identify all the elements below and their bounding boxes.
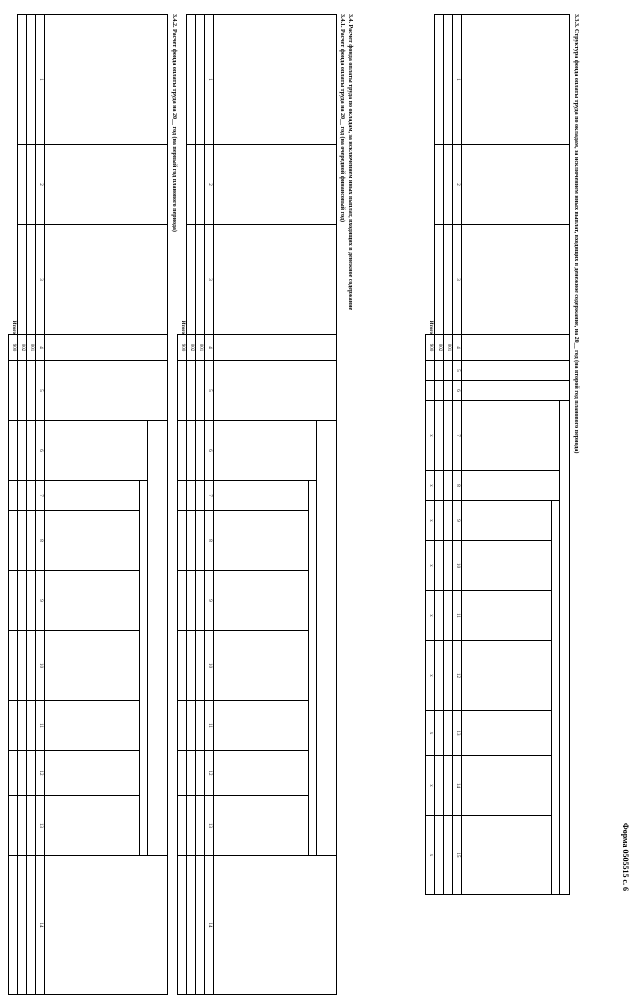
col-num: 10 — [36, 631, 45, 701]
table-cell — [9, 511, 18, 571]
header-cell — [45, 631, 140, 701]
table-cell — [196, 361, 205, 421]
table-cell — [9, 631, 18, 701]
table-cell — [435, 641, 444, 711]
table-cell — [435, 711, 444, 756]
table-cell — [196, 511, 205, 571]
table-cell — [187, 631, 196, 701]
table-cell — [27, 631, 36, 701]
row-code: 001 — [444, 335, 453, 361]
table-cell — [444, 591, 453, 641]
header-cell-subgroup — [309, 481, 317, 856]
header-cell-group — [317, 421, 337, 856]
col-num: 1 — [205, 15, 214, 145]
table-cell — [178, 701, 187, 751]
header-cell — [45, 145, 168, 225]
table-cell — [444, 401, 453, 471]
col-num: 14 — [36, 856, 45, 995]
table-cell — [444, 225, 453, 335]
table-cell — [27, 511, 36, 571]
column-number-row — [36, 15, 45, 995]
table-cell — [18, 145, 27, 225]
header-cell — [462, 591, 552, 641]
table-cell — [187, 15, 196, 145]
col-num: 6 — [205, 421, 214, 481]
header-cell — [214, 856, 337, 995]
table-cell — [196, 571, 205, 631]
table-cell — [9, 701, 18, 751]
table-cell — [435, 145, 444, 225]
table-cell — [27, 145, 36, 225]
total-row — [426, 15, 435, 895]
col-num: 13 — [453, 711, 462, 756]
table-cell — [435, 361, 444, 381]
table-cell — [178, 511, 187, 571]
col-num: 14 — [205, 856, 214, 995]
table-row — [444, 15, 453, 895]
header-cell-subgroup — [140, 481, 148, 856]
col-num: 10 — [453, 541, 462, 591]
col-num: 11 — [453, 591, 462, 641]
total-row — [9, 15, 18, 995]
header-cell — [214, 751, 309, 796]
table-cell — [444, 471, 453, 501]
table-cell — [435, 541, 444, 591]
table-cell — [27, 571, 36, 631]
table-cell — [435, 225, 444, 335]
table-row — [18, 15, 27, 995]
table-cell — [196, 701, 205, 751]
total-label: Итого — [9, 15, 18, 335]
header-cell — [214, 631, 309, 701]
table-cell — [178, 751, 187, 796]
x-mark: x — [426, 816, 435, 895]
header-cell — [462, 471, 560, 501]
header-cell — [462, 756, 552, 816]
table-cell — [444, 641, 453, 711]
table-cell — [444, 381, 453, 401]
header-cell — [462, 401, 560, 471]
table-cell — [27, 481, 36, 511]
col-num: 7 — [36, 481, 45, 511]
header-cell — [214, 571, 309, 631]
row-code: 001 — [196, 335, 205, 361]
x-mark: x — [426, 501, 435, 541]
col-num: 3 — [205, 225, 214, 335]
table-cell — [444, 756, 453, 816]
table-cell — [426, 381, 435, 401]
table-row — [187, 15, 196, 995]
col-num: 11 — [205, 701, 214, 751]
x-mark: x — [426, 756, 435, 816]
col-num: 6 — [36, 421, 45, 481]
table-cell — [444, 15, 453, 145]
x-mark: x — [426, 541, 435, 591]
header-cell — [462, 145, 570, 225]
total-label: Итого — [426, 15, 435, 335]
col-num: 8 — [453, 471, 462, 501]
table-cell — [178, 421, 187, 481]
table-cell — [18, 856, 27, 995]
row-code: 002 — [187, 335, 196, 361]
table-cell — [444, 145, 453, 225]
table-cell — [178, 856, 187, 995]
table-cell — [18, 225, 27, 335]
header-cell — [45, 751, 140, 796]
x-mark: x — [426, 471, 435, 501]
col-num: 5 — [205, 361, 214, 421]
header-cell — [214, 701, 309, 751]
col-num: 12 — [36, 751, 45, 796]
header-cell — [45, 15, 168, 145]
table-cell — [196, 421, 205, 481]
header-cell — [462, 641, 552, 711]
col-num: 11 — [36, 701, 45, 751]
col-num: 14 — [453, 756, 462, 816]
table-cell — [27, 796, 36, 856]
section-heading-3-4-2: 3.4.2. Расчет фонда оплаты труда на 20__ год (на первый год планового периода) — [171, 14, 177, 232]
x-mark: x — [426, 711, 435, 756]
header-cell — [214, 361, 337, 421]
table-cell — [187, 421, 196, 481]
table-cell — [187, 796, 196, 856]
form-label: Форма 0505515 с. 6 — [621, 822, 630, 891]
col-num: 5 — [36, 361, 45, 421]
header-cell — [462, 335, 570, 361]
col-num: 7 — [453, 401, 462, 471]
table-structure — [425, 14, 570, 895]
header-cell — [462, 816, 552, 895]
table-cell — [9, 856, 18, 995]
table-cell — [187, 225, 196, 335]
col-num: 8 — [205, 511, 214, 571]
total-code: 900 — [178, 335, 187, 361]
header-cell — [214, 15, 337, 145]
header-cell — [214, 511, 309, 571]
col-num: 12 — [453, 641, 462, 711]
col-num: 2 — [205, 145, 214, 225]
table-cell — [178, 631, 187, 701]
header-cell — [214, 225, 337, 335]
table-cell — [27, 15, 36, 145]
table-cell — [27, 421, 36, 481]
table-cell — [196, 145, 205, 225]
col-num: 3 — [36, 225, 45, 335]
header-cell-group — [148, 421, 168, 856]
header-cell — [45, 225, 168, 335]
row-code: 002 — [435, 335, 444, 361]
table-cell — [27, 361, 36, 421]
table-cell — [27, 701, 36, 751]
col-num: 13 — [205, 796, 214, 856]
table-payroll-year1 — [177, 14, 337, 995]
table-cell — [435, 15, 444, 145]
table-cell — [444, 816, 453, 895]
table-cell — [435, 591, 444, 641]
table-cell — [9, 421, 18, 481]
table-cell — [18, 511, 27, 571]
table-cell — [196, 631, 205, 701]
section-heading-3-4-1: 3.4.1. Расчет фонда оплаты труда на 20__ год (на очередной финансовый год) — [339, 14, 345, 223]
col-num: 8 — [36, 511, 45, 571]
header-cell — [462, 501, 552, 541]
table-cell — [426, 361, 435, 381]
col-num: 4 — [205, 335, 214, 361]
total-row — [178, 15, 187, 995]
table-row — [435, 15, 444, 895]
table-cell — [196, 225, 205, 335]
table-cell — [444, 501, 453, 541]
table-cell — [187, 856, 196, 995]
header-cell — [462, 381, 570, 401]
x-mark: x — [426, 591, 435, 641]
header-cell — [462, 361, 570, 381]
table-cell — [9, 796, 18, 856]
table-cell — [9, 481, 18, 511]
table-cell — [9, 751, 18, 796]
column-number-row — [453, 15, 462, 895]
header-cell — [462, 15, 570, 145]
table-cell — [9, 361, 18, 421]
col-num: 13 — [36, 796, 45, 856]
table-cell — [435, 501, 444, 541]
col-num: 5 — [453, 361, 462, 381]
row-code: 001 — [27, 335, 36, 361]
table-row — [196, 15, 205, 995]
header-cell — [45, 796, 140, 856]
header-cell — [462, 225, 570, 335]
table-cell — [196, 796, 205, 856]
table-cell — [18, 571, 27, 631]
header-cell-subgroup — [552, 501, 560, 895]
col-num: 12 — [205, 751, 214, 796]
header-cell — [214, 481, 309, 511]
header-cell — [214, 796, 309, 856]
header-cell — [45, 361, 168, 421]
header-cell — [45, 481, 140, 511]
header-cell — [45, 335, 168, 361]
table-cell — [27, 751, 36, 796]
header-cell — [45, 856, 168, 995]
table-cell — [196, 481, 205, 511]
header-cell — [45, 421, 148, 481]
header-cell — [45, 571, 140, 631]
section-heading-3-3-3: 3.3.3. Структура фонда оплаты труда по окладам, за исключением иных выплат, входящих в денежное содержание, на 20__ год (на второй год планового периода) — [573, 14, 579, 454]
table-cell — [18, 631, 27, 701]
table-cell — [444, 541, 453, 591]
table-row — [27, 15, 36, 995]
table-cell — [178, 481, 187, 511]
header-cell — [45, 511, 140, 571]
x-mark: x — [426, 401, 435, 471]
table-cell — [435, 381, 444, 401]
col-num: 10 — [205, 631, 214, 701]
table-payroll-year2 — [8, 14, 168, 995]
col-num: 1 — [453, 15, 462, 145]
table-cell — [196, 15, 205, 145]
table-cell — [187, 751, 196, 796]
column-number-row — [205, 15, 214, 995]
col-num: 7 — [205, 481, 214, 511]
table-cell — [187, 145, 196, 225]
col-num: 3 — [453, 225, 462, 335]
table-cell — [178, 571, 187, 631]
table-cell — [435, 816, 444, 895]
table-cell — [18, 481, 27, 511]
table-cell — [18, 701, 27, 751]
header-cell — [462, 541, 552, 591]
header-cell — [214, 145, 337, 225]
table-cell — [196, 856, 205, 995]
col-num: 1 — [36, 15, 45, 145]
table-cell — [444, 361, 453, 381]
table-cell — [196, 751, 205, 796]
table-cell — [187, 481, 196, 511]
header-cell — [214, 335, 337, 361]
row-code: 002 — [18, 335, 27, 361]
table-cell — [187, 701, 196, 751]
table-cell — [27, 856, 36, 995]
table-cell — [18, 361, 27, 421]
col-num: 6 — [453, 381, 462, 401]
header-cell — [462, 711, 552, 756]
section-heading-3-4: 3.4. Расчет фонда оплаты труда по окладам, за исключением иных выплат, входящих в денежное содержание — [347, 14, 353, 311]
table-cell — [18, 15, 27, 145]
table-cell — [178, 361, 187, 421]
table-cell — [18, 421, 27, 481]
table-cell — [187, 361, 196, 421]
col-num: 2 — [453, 145, 462, 225]
table-cell — [435, 401, 444, 471]
total-label: Итого — [178, 15, 187, 335]
header-cell — [45, 701, 140, 751]
table-cell — [178, 796, 187, 856]
table-cell — [9, 571, 18, 631]
col-num: 9 — [205, 571, 214, 631]
table-cell — [18, 796, 27, 856]
total-code: 900 — [9, 335, 18, 361]
table-cell — [18, 751, 27, 796]
col-num: 9 — [36, 571, 45, 631]
table-cell — [435, 471, 444, 501]
col-num: 2 — [36, 145, 45, 225]
header-cell — [214, 421, 317, 481]
col-num: 15 — [453, 816, 462, 895]
col-num: 4 — [453, 335, 462, 361]
table-cell — [187, 571, 196, 631]
table-cell — [444, 711, 453, 756]
col-num: 4 — [36, 335, 45, 361]
table-cell — [435, 756, 444, 816]
table-cell — [187, 511, 196, 571]
table-cell — [27, 225, 36, 335]
col-num: 9 — [453, 501, 462, 541]
header-cell-group — [560, 401, 570, 895]
total-code: 900 — [426, 335, 435, 361]
x-mark: x — [426, 641, 435, 711]
